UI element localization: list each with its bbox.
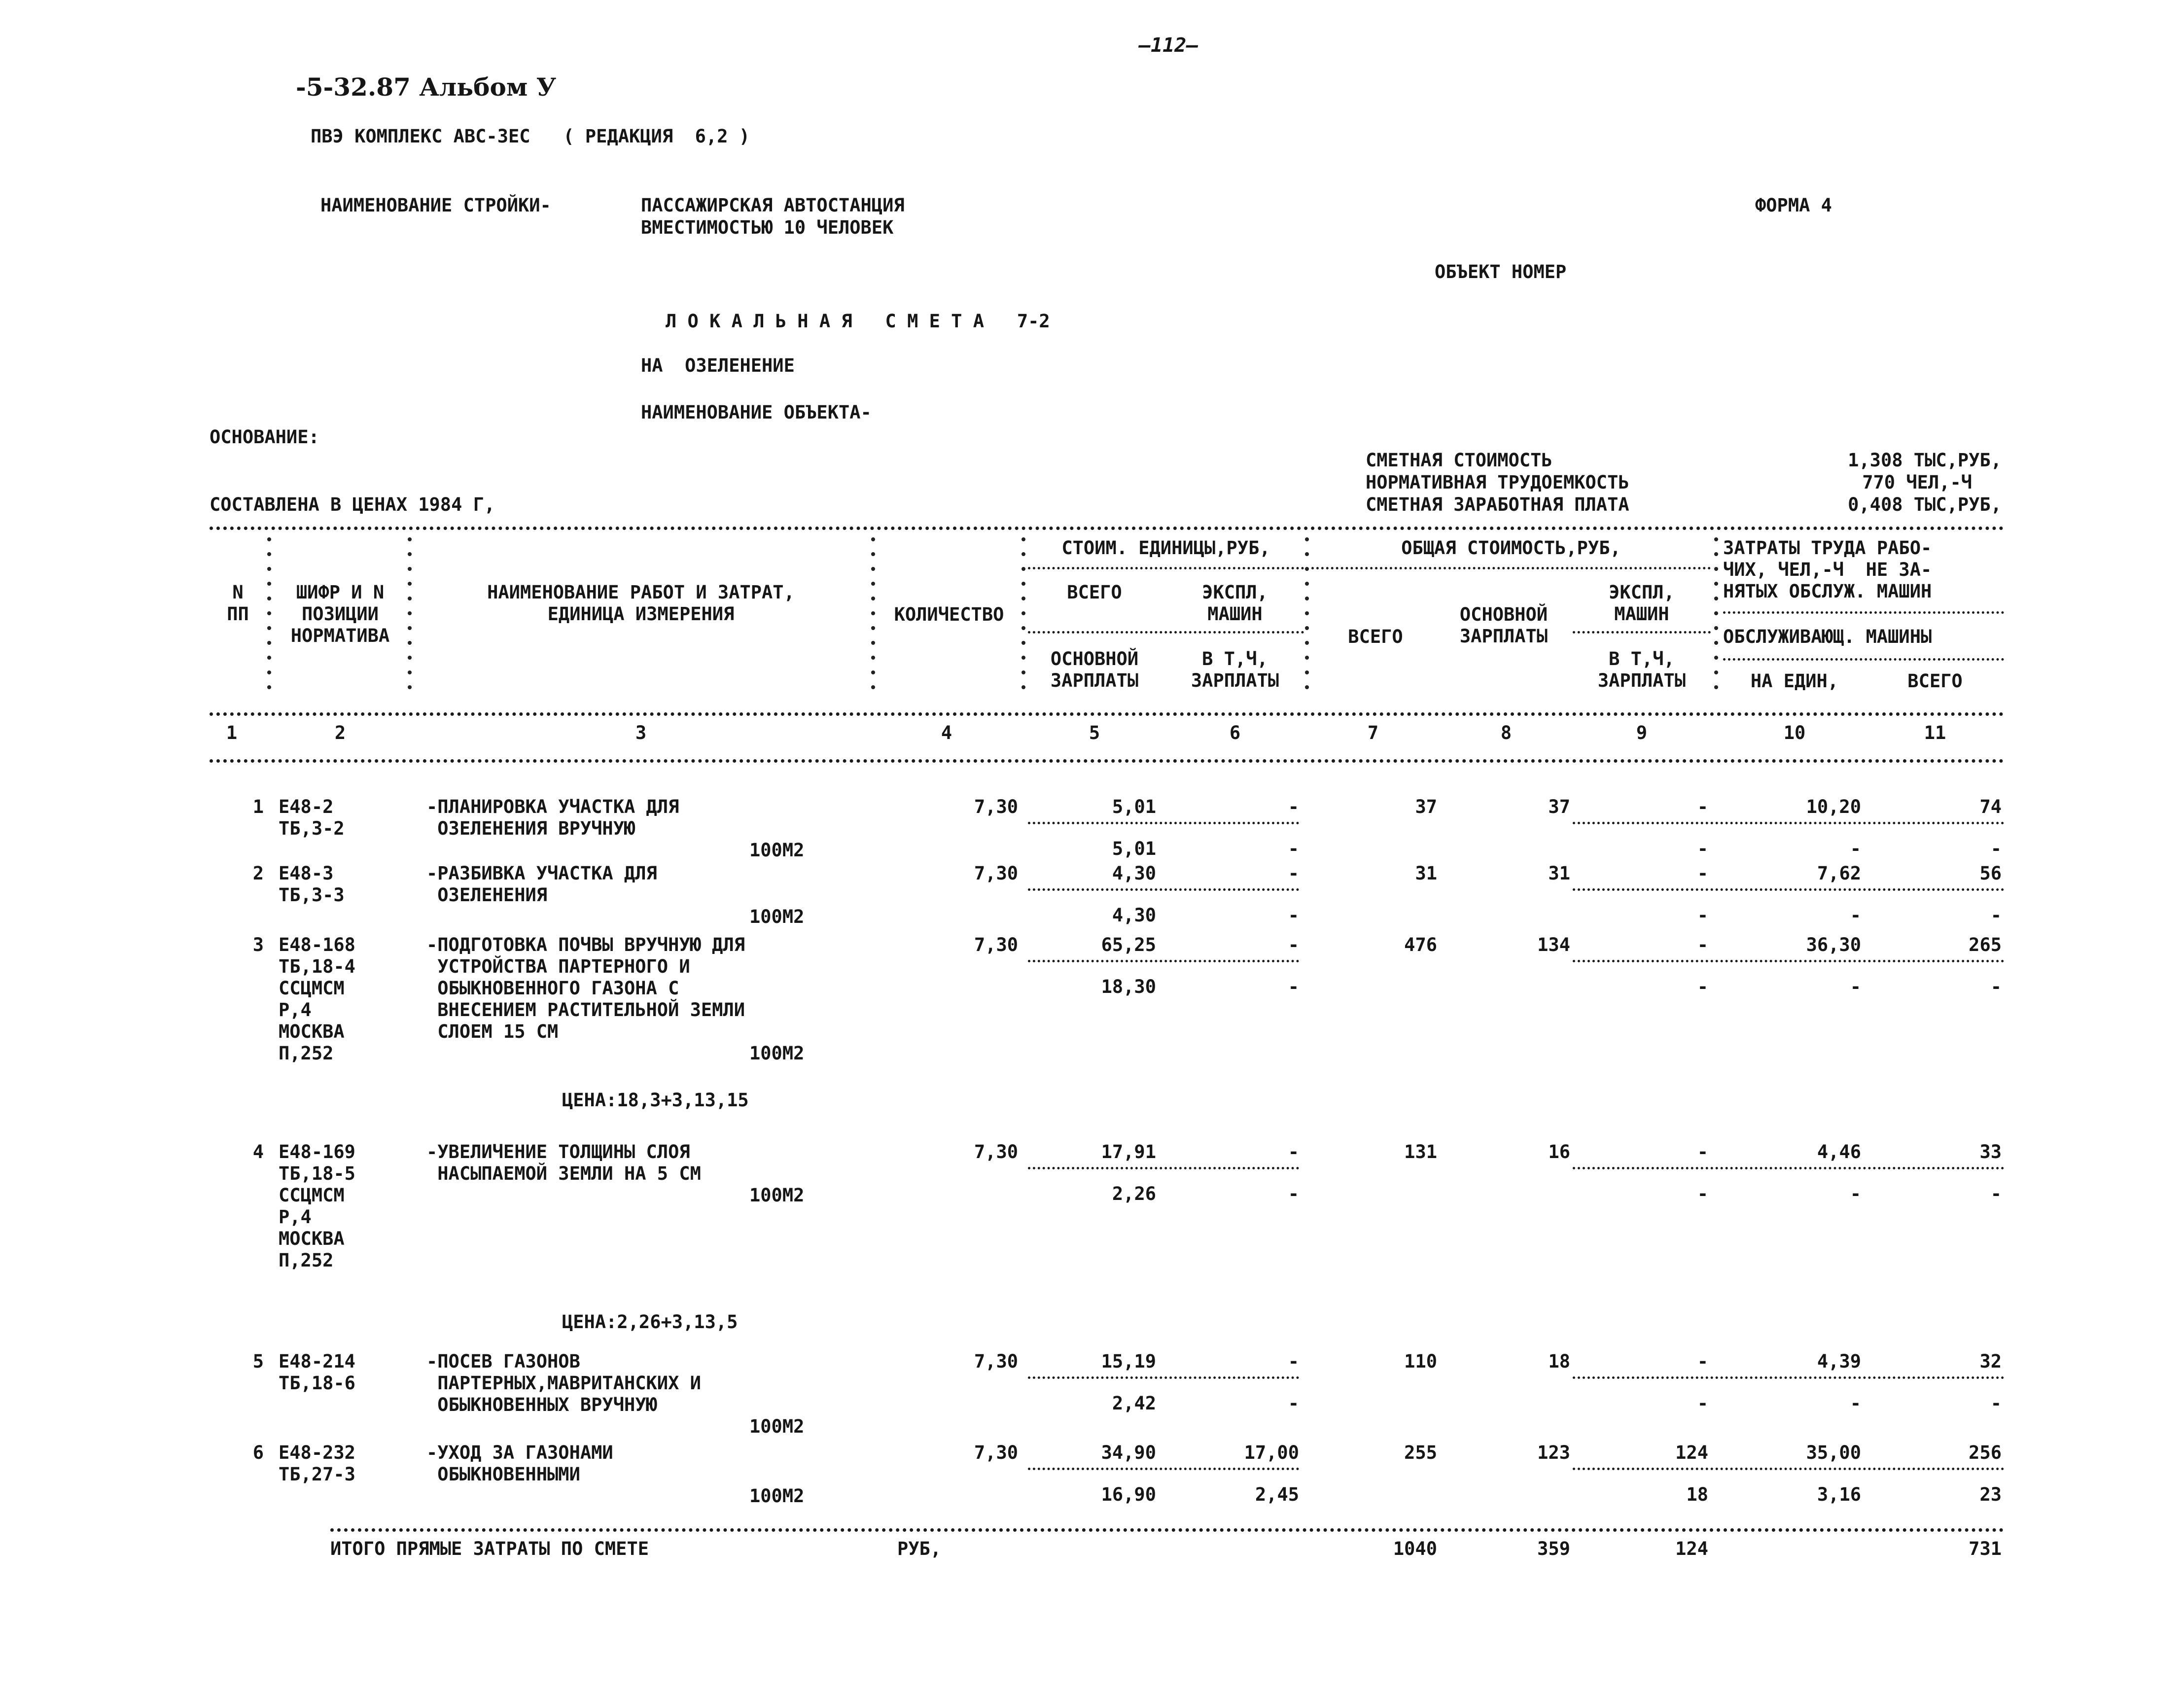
row-quantity: 7,30 <box>974 1351 1018 1372</box>
sub-rule <box>1573 960 2004 962</box>
row-col-5: 34,90 <box>1101 1442 1156 1463</box>
row-number: 5 <box>252 1351 264 1372</box>
header-rule <box>1028 631 1304 633</box>
row-col-6: - <box>1288 934 1299 955</box>
header-col-6-top: ЭКСПЛ, МАШИН <box>1202 582 1268 625</box>
form-label: ФОРМА 4 <box>1755 195 1832 216</box>
row-col-6: - <box>1288 863 1299 884</box>
row-col-10-sub: - <box>1850 838 1861 859</box>
row-unit: 100М2 <box>749 1485 805 1507</box>
row-code: Е48-232 ТБ,27-3 <box>279 1442 355 1485</box>
row-col-7: 255 <box>1404 1442 1437 1463</box>
row-col-9-wages: - <box>1697 905 1708 926</box>
row-col-9-wages: - <box>1697 838 1708 859</box>
header-col-10: НА ЕДИН, <box>1750 670 1839 692</box>
row-col-6-wages: - <box>1288 1393 1299 1414</box>
col-separator <box>873 537 874 720</box>
row-number: 3 <box>252 934 264 955</box>
column-number: 8 <box>1500 722 1512 743</box>
complex-label: ПВЭ КОМПЛЕКС АВС-ЗЕС ( РЕДАКЦИЯ 6,2 ) <box>311 126 750 147</box>
header-rule <box>1723 611 2004 614</box>
row-col-9: 124 <box>1675 1442 1708 1463</box>
row-name: -ПЛАНИРОВКА УЧАСТКА ДЛЯ ОЗЕЛЕНЕНИЯ ВРУЧНУЮ <box>426 796 679 839</box>
row-number: 1 <box>252 796 264 817</box>
row-name: -УХОД ЗА ГАЗОНАМИ ОБЫКНОВЕННЫМИ <box>426 1442 613 1485</box>
row-unit: 100М2 <box>749 1043 805 1064</box>
sub-rule <box>1028 1376 1299 1379</box>
estimate-subject: НА ОЗЕЛЕНЕНИЕ <box>641 355 795 376</box>
row-col-8: 134 <box>1537 934 1570 955</box>
row-col-11-sub: 23 <box>1979 1484 2002 1505</box>
row-col-10: 7,62 <box>1817 863 1861 884</box>
row-name: -УВЕЛИЧЕНИЕ ТОЛЩИНЫ СЛОЯ НАСЫПАЕМОЙ ЗЕМЛИ НА 5 СМ <box>426 1141 701 1184</box>
total-rule <box>330 1528 2004 1532</box>
row-col-8: 37 <box>1548 796 1570 817</box>
summary-cost-label: СМЕТНАЯ СТОИМОСТЬ <box>1366 450 1552 471</box>
row-col-10: 4,46 <box>1817 1141 1861 1162</box>
summary-cost-value: 1,308 ТЫС,РУБ, <box>1848 450 2002 471</box>
row-col-6-wages: 2,45 <box>1255 1484 1299 1505</box>
row-col-10-sub: - <box>1850 1393 1861 1414</box>
basis-label: ОСНОВАНИЕ: <box>210 426 319 448</box>
header-mid-rule <box>210 712 2004 716</box>
row-number: 4 <box>252 1141 264 1162</box>
row-col-9-wages: - <box>1697 976 1708 997</box>
album-label: -5-32.87 Альбом У <box>296 72 557 102</box>
sub-rule <box>1573 1468 2004 1470</box>
sub-rule <box>1028 960 1299 962</box>
construction-line-2: ВМЕСТИМОСТЬЮ 10 ЧЕЛОВЕК <box>641 217 894 238</box>
row-col-9: - <box>1697 1351 1708 1372</box>
header-rule <box>1723 658 2004 661</box>
row-col-6-wages: - <box>1288 905 1299 926</box>
row-col-6: - <box>1288 1351 1299 1372</box>
row-col-5: 5,01 <box>1112 796 1156 817</box>
header-col-3: НАИМЕНОВАНИЕ РАБОТ И ЗАТРАТ, ЕДИНИЦА ИЗМЕРЕНИЯ <box>487 582 795 625</box>
row-col-6-wages: - <box>1288 838 1299 859</box>
sub-rule <box>1028 822 1299 824</box>
row-col-5-wages: 2,42 <box>1112 1393 1156 1414</box>
construction-label: НАИМЕНОВАНИЕ СТРОЙКИ- <box>320 195 551 216</box>
total-col-9: 124 <box>1675 1538 1708 1559</box>
row-col-6: 17,00 <box>1244 1442 1299 1463</box>
total-unit: РУБ, <box>897 1538 942 1559</box>
row-col-5: 15,19 <box>1101 1351 1156 1372</box>
row-col-7: 131 <box>1404 1141 1437 1162</box>
row-name: -РАЗБИВКА УЧАСТКА ДЛЯ ОЗЕЛЕНЕНИЯ <box>426 863 657 906</box>
total-col-11: 731 <box>1969 1538 2002 1559</box>
header-col-9-bottom: В Т,Ч, ЗАРПЛАТЫ <box>1597 648 1686 691</box>
row-col-5-wages: 18,30 <box>1101 976 1156 997</box>
row-col-10: 4,39 <box>1817 1351 1861 1372</box>
row-col-11: 56 <box>1979 863 2002 884</box>
row-col-7: 110 <box>1404 1351 1437 1372</box>
summary-labor-value: 770 ЧЕЛ,-Ч <box>1862 472 1972 493</box>
column-number: 10 <box>1783 722 1806 743</box>
sub-rule <box>1028 888 1299 891</box>
row-col-11-sub: - <box>1990 905 2002 926</box>
row-col-11: 32 <box>1979 1351 2002 1372</box>
row-col-5: 4,30 <box>1112 863 1156 884</box>
row-col-9: - <box>1697 796 1708 817</box>
col-separator <box>1306 537 1308 720</box>
header-col-5-top: ВСЕГО <box>1067 582 1122 603</box>
sub-rule <box>1573 822 2004 824</box>
row-quantity: 7,30 <box>974 796 1018 817</box>
row-col-5-wages: 2,26 <box>1112 1183 1156 1204</box>
row-code: Е48-3 ТБ,3-3 <box>279 863 345 906</box>
row-col-10: 35,00 <box>1806 1442 1861 1463</box>
row-quantity: 7,30 <box>974 863 1018 884</box>
row-col-7: 31 <box>1415 863 1437 884</box>
row-number: 6 <box>252 1442 264 1463</box>
row-col-6: - <box>1288 1141 1299 1162</box>
row-col-5-wages: 4,30 <box>1112 905 1156 926</box>
col-separator <box>1716 537 1717 720</box>
column-number: 7 <box>1367 722 1379 743</box>
row-col-5: 17,91 <box>1101 1141 1156 1162</box>
row-col-9-wages: - <box>1697 1393 1708 1414</box>
header-col-2: ШИФР И N ПОЗИЦИИ НОРМАТИВА <box>290 582 390 646</box>
row-col-11-sub: - <box>1990 1393 2002 1414</box>
column-number: 3 <box>635 722 647 743</box>
row-col-5-wages: 5,01 <box>1112 838 1156 859</box>
header-col-4: КОЛИЧЕСТВО <box>894 604 1004 625</box>
summary-wage-value: 0,408 ТЫС,РУБ, <box>1848 494 2002 515</box>
row-name: -ПОДГОТОВКА ПОЧВЫ ВРУЧНУЮ ДЛЯ УСТРОЙСТВА ПАРТЕРНОГО И ОБЫКНОВЕННОГО ГАЗОНА С ВНЕСЕНИЕМ РАСТИТЕЛЬНОЙ ЗЕМЛИ СЛОЕМ 15 СМ <box>426 934 745 1042</box>
col-separator <box>1023 537 1024 720</box>
row-col-10-sub: - <box>1850 1183 1861 1204</box>
row-code: Е48-2 ТБ,3-2 <box>279 796 345 839</box>
row-col-6-wages: - <box>1288 1183 1299 1204</box>
prices-year-label: СОСТАВЛЕНА В ЦЕНАХ 1984 Г, <box>210 494 495 515</box>
header-col-9-top: ЭКСПЛ, МАШИН <box>1609 582 1675 625</box>
header-col-6-bottom: В Т,Ч, ЗАРПЛАТЫ <box>1191 648 1279 691</box>
row-price-note: ЦЕНА:18,3+3,13,15 <box>562 1090 749 1111</box>
row-col-9-wages: 18 <box>1686 1484 1708 1505</box>
row-col-10: 10,20 <box>1806 796 1861 817</box>
row-col-11: 265 <box>1969 934 2002 955</box>
header-col-11: ВСЕГО <box>1907 670 1963 692</box>
sub-rule <box>1028 1468 1299 1470</box>
row-unit: 100М2 <box>749 906 805 927</box>
row-code: Е48-168 ТБ,18-4 ССЦМСМ Р,4 МОСКВА П,252 <box>279 934 355 1064</box>
col-separator <box>269 537 270 720</box>
row-col-7: 476 <box>1404 934 1437 955</box>
row-code: Е48-169 ТБ,18-5 ССЦМСМ Р,4 МОСКВА П,252 <box>279 1141 355 1271</box>
row-col-7: 37 <box>1415 796 1437 817</box>
total-col-7: 1040 <box>1393 1538 1437 1559</box>
row-col-6: - <box>1288 796 1299 817</box>
row-price-note: ЦЕНА:2,26+3,13,5 <box>562 1311 738 1333</box>
row-col-9: - <box>1697 934 1708 955</box>
row-col-9-wages: - <box>1697 1183 1708 1204</box>
row-col-11-sub: - <box>1990 838 2002 859</box>
sub-rule <box>1028 1167 1299 1169</box>
row-col-11: 256 <box>1969 1442 2002 1463</box>
row-name: -ПОСЕВ ГАЗОНОВ ПАРТЕРНЫХ,МАВРИТАНСКИХ И ОБЫКНОВЕННЫХ ВРУЧНУЮ <box>426 1351 701 1415</box>
header-col-1: N ПП <box>227 582 249 625</box>
header-col-8: ОСНОВНОЙ ЗАРПЛАТЫ <box>1459 604 1548 647</box>
header-bottom-rule <box>210 759 2004 763</box>
column-number: 9 <box>1636 722 1648 743</box>
row-code: Е48-214 ТБ,18-6 <box>279 1351 355 1394</box>
row-col-9: - <box>1697 1141 1708 1162</box>
summary-labor-label: НОРМАТИВНАЯ ТРУДОЕМКОСТЬ <box>1366 472 1629 493</box>
row-col-10-sub: 3,16 <box>1817 1484 1861 1505</box>
row-unit: 100М2 <box>749 1416 805 1437</box>
row-unit: 100М2 <box>749 840 805 861</box>
row-col-8: 16 <box>1548 1141 1570 1162</box>
page-number: —112— <box>1139 34 1198 57</box>
column-number: 2 <box>334 722 346 743</box>
row-col-10-sub: - <box>1850 976 1861 997</box>
col-separator <box>409 537 411 720</box>
column-number: 6 <box>1229 722 1241 743</box>
header-col-7: ВСЕГО <box>1348 626 1403 647</box>
row-quantity: 7,30 <box>974 1141 1018 1162</box>
header-labor-cost: ЗАТРАТЫ ТРУДА РАБО- ЧИХ, ЧЕЛ,-Ч НЕ ЗА- НЯТЫХ ОБСЛУЖ. МАШИН <box>1723 537 1932 602</box>
column-number: 4 <box>941 722 952 743</box>
row-col-11: 33 <box>1979 1141 2002 1162</box>
header-total-cost: ОБЩАЯ СТОИМОСТЬ,РУБ, <box>1401 537 1621 559</box>
row-col-8: 123 <box>1537 1442 1570 1463</box>
row-quantity: 7,30 <box>974 1442 1018 1463</box>
row-quantity: 7,30 <box>974 934 1018 955</box>
sub-rule <box>1573 1167 2004 1169</box>
column-number: 5 <box>1089 722 1100 743</box>
row-col-10: 36,30 <box>1806 934 1861 955</box>
row-col-10-sub: - <box>1850 905 1861 926</box>
sub-rule <box>1573 1376 2004 1379</box>
row-number: 2 <box>252 863 264 884</box>
row-col-5-wages: 16,90 <box>1101 1484 1156 1505</box>
row-col-9: - <box>1697 863 1708 884</box>
header-rule <box>1028 567 1304 569</box>
header-rule <box>1573 631 1711 633</box>
header-machine-service: ОБСЛУЖИВАЮЩ. МАШИНЫ <box>1723 626 1932 647</box>
object-number-label: ОБЪЕКТ НОМЕР <box>1435 261 1567 282</box>
summary-wage-label: СМЕТНАЯ ЗАРАБОТНАЯ ПЛАТА <box>1366 494 1629 515</box>
object-name-label: НАИМЕНОВАНИЕ ОБЪЕКТА- <box>641 402 872 423</box>
row-col-11-sub: - <box>1990 1183 2002 1204</box>
column-number: 11 <box>1924 722 1946 743</box>
estimate-title: Л О К А Л Ь Н А Я С М Е Т А 7-2 <box>666 311 1050 332</box>
construction-line-1: ПАССАЖИРСКАЯ АВТОСТАНЦИЯ <box>641 195 905 216</box>
sub-rule <box>1573 888 2004 891</box>
row-col-8: 18 <box>1548 1351 1570 1372</box>
row-col-5: 65,25 <box>1101 934 1156 955</box>
row-col-11: 74 <box>1979 796 2002 817</box>
row-col-8: 31 <box>1548 863 1570 884</box>
row-col-6-wages: - <box>1288 976 1299 997</box>
column-number: 1 <box>226 722 238 743</box>
header-unit-cost: СТОИМ. ЕДИНИЦЫ,РУБ, <box>1061 537 1270 559</box>
row-unit: 100М2 <box>749 1185 805 1206</box>
header-top-rule <box>210 527 2004 530</box>
header-rule <box>1311 567 1711 569</box>
total-label: ИТОГО ПРЯМЫЕ ЗАТРАТЫ ПО СМЕТЕ <box>330 1538 649 1559</box>
total-col-8: 359 <box>1537 1538 1570 1559</box>
header-col-5-bottom: ОСНОВНОЙ ЗАРПЛАТЫ <box>1050 648 1139 691</box>
row-col-11-sub: - <box>1990 976 2002 997</box>
